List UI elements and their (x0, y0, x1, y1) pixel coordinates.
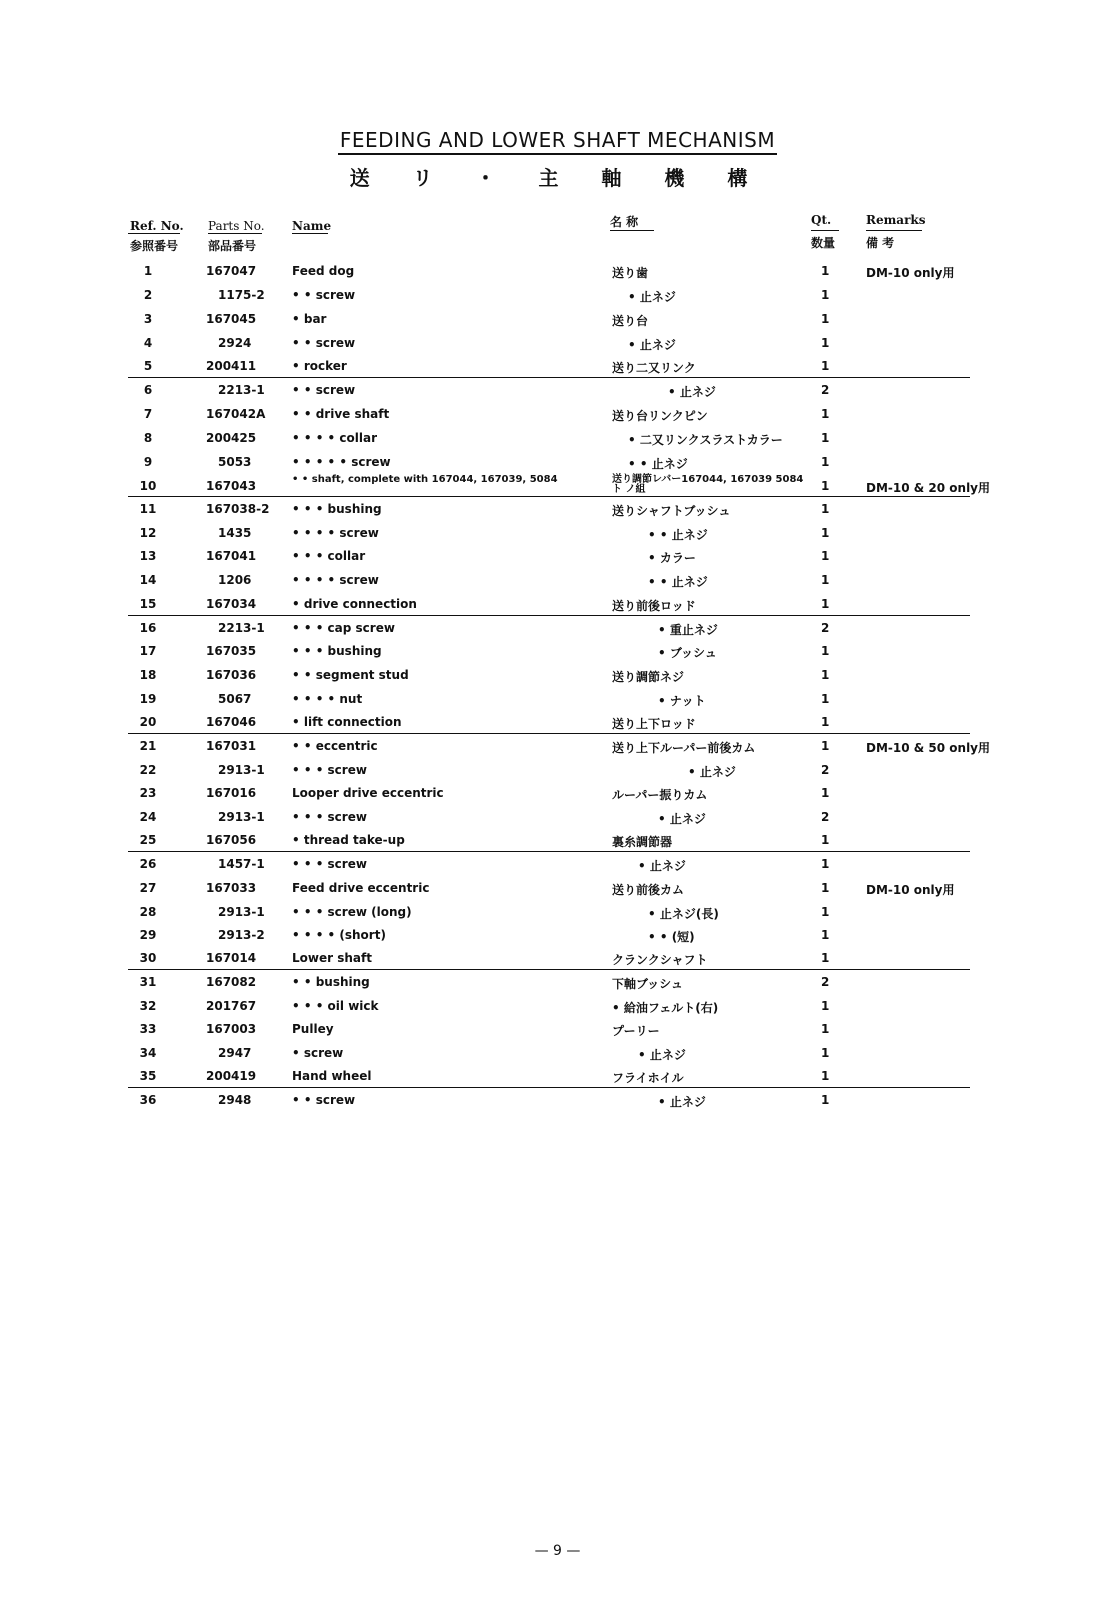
header-rule-remarks (866, 230, 922, 231)
table-row: 36 2948 • • screw • 止ネジ 1 (139, 1093, 830, 1109)
table-row: 12 1435 • • • • screw • • 止ネジ 1 (139, 526, 830, 542)
table-row: 14 1206 • • • • screw • • 止ネジ 1 (139, 573, 830, 589)
table-row: 3 167045 • bar 送り台 1 (143, 312, 830, 328)
table-row: 1 167047 Feed dog 送り歯 1 DM-10 only用 (143, 264, 955, 280)
header-rule-name-jp (610, 230, 654, 231)
table-row: 4 2924 • • screw • 止ネジ 1 (143, 336, 830, 352)
table-row: 31 167082 • • bushing 下軸ブッシュ 2 (139, 975, 830, 991)
page-subtitle-jp: 送 リ ・ 主 軸 機 構 (349, 166, 766, 190)
table-row: 30 167014 Lower shaft クランクシャフト 1 (139, 951, 830, 967)
table-row: 27 167033 Feed drive eccentric 送り前後カム 1 DM-10 only用 (139, 881, 955, 897)
header-ref-no-jp: 参照番号 (130, 239, 179, 253)
group-divider (128, 1087, 970, 1088)
group-divider (128, 377, 970, 378)
header-ref-no: Ref. No. (130, 219, 184, 233)
header-name-jp: 名 称 (610, 215, 639, 229)
table-row: 24 2913-1 • • • screw • 止ネジ 2 (139, 810, 830, 826)
table-row: 33 167003 Pulley プーリー 1 (139, 1022, 830, 1038)
header-parts-no-jp: 部品番号 (208, 239, 257, 253)
header-rule-ref (128, 233, 180, 234)
table-row: 7 167042A • • drive shaft 送り台リンクピン 1 (143, 407, 830, 423)
table-row: 32 201767 • • • oil wick • 給油フェルト(右) 1 (139, 999, 830, 1015)
table-row: 28 2913-1 • • • screw (long) • 止ネジ(長) 1 (139, 905, 830, 921)
group-divider (128, 496, 970, 497)
header-qt-jp: 数量 (811, 236, 836, 250)
table-row: 29 2913-2 • • • • (short) • • (短) 1 (139, 928, 830, 944)
header-name: Name (292, 219, 332, 233)
group-divider (128, 733, 970, 734)
table-row: 35 200419 Hand wheel フライホイル 1 (139, 1069, 830, 1085)
table-row: 17 167035 • • • bushing • ブッシュ 1 (139, 644, 830, 660)
table-row: 25 167056 • thread take-up 裏糸調節器 1 (139, 833, 830, 849)
table-row: 5 200411 • rocker 送り二又リンク 1 (143, 359, 830, 375)
table-row: 15 167034 • drive connection 送り前後ロッド 1 (139, 597, 830, 613)
header-remarks-jp: 備 考 (866, 236, 895, 250)
table-row: 20 167046 • lift connection 送り上下ロッド 1 (139, 715, 830, 731)
table-row: 9 5053 • • • • • screw • • 止ネジ 1 (143, 455, 830, 471)
header-parts-no: Parts No. (208, 219, 265, 233)
table-row: 6 2213-1 • • screw • 止ネジ 2 (143, 383, 830, 399)
header-remarks: Remarks (866, 213, 926, 227)
page-title: FEEDING AND LOWER SHAFT MECHANISM (0, 128, 1115, 155)
header-rule-name (292, 233, 328, 234)
table-row: 2 1175-2 • • screw • 止ネジ 1 (143, 288, 830, 304)
header-rule-parts (208, 233, 262, 234)
table-row: 10 167043 • • shaft, complete with 167044, 167039, 5084 送り調節レバー167044, 167039 5084ト ノ組 1 DM-10 & 20 only用 (139, 474, 991, 495)
table-row: 13 167041 • • • collar • カラー 1 (139, 549, 830, 565)
header-rule-qt (811, 230, 839, 231)
table-row: 19 5067 • • • • nut • ナット 1 (139, 692, 830, 708)
group-divider (128, 851, 970, 852)
group-divider (128, 615, 970, 616)
table-row: 11 167038-2 • • • bushing 送りシャフトブッシュ 1 (139, 502, 830, 518)
table-row: 18 167036 • • segment stud 送り調節ネジ 1 (139, 668, 830, 684)
header-qt: Qt. (811, 213, 832, 227)
table-row: 23 167016 Looper drive eccentric ルーパー振りカム 1 (139, 786, 830, 802)
table-row: 16 2213-1 • • • cap screw • 重止ネジ 2 (139, 621, 830, 637)
table-row: 22 2913-1 • • • screw • 止ネジ 2 (139, 763, 830, 779)
group-divider (128, 969, 970, 970)
table-row: 21 167031 • • eccentric 送り上下ルーパー前後カム 1 DM-10 & 50 only用 (139, 739, 991, 755)
table-row: 8 200425 • • • • collar • 二又リンクスラストカラー 1 (143, 431, 830, 447)
table-row: 34 2947 • screw • 止ネジ 1 (139, 1046, 830, 1062)
page-number: — 9 — (534, 1543, 581, 1559)
table-row: 26 1457-1 • • • screw • 止ネジ 1 (139, 857, 830, 873)
